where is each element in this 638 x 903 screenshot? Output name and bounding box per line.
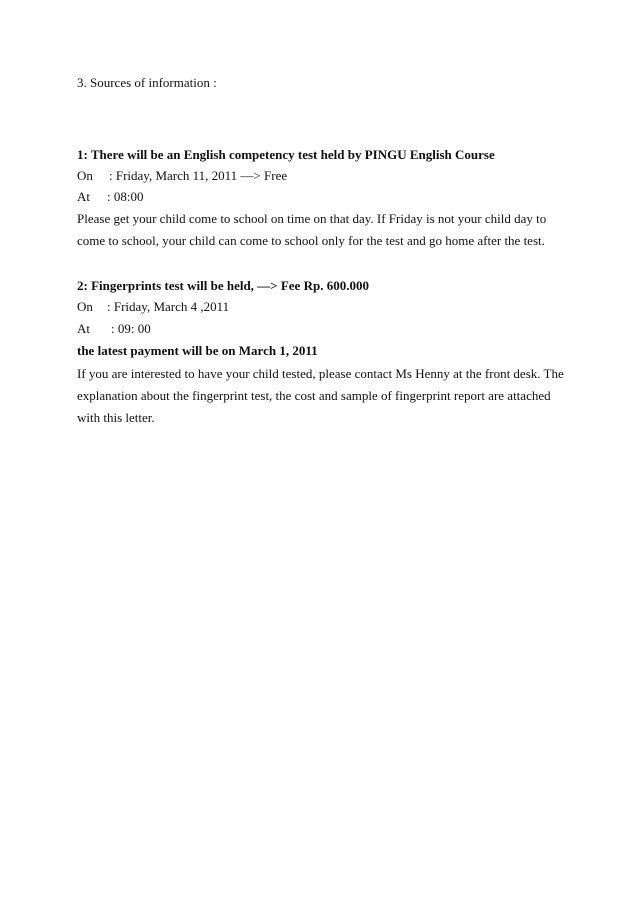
item1-at-label: At [77, 189, 90, 204]
item2-at-label: At [77, 321, 90, 336]
item1-body-line1: Please get your child come to school on time on that day. If Friday is not your child day to [77, 211, 547, 226]
item1-on-value: : Friday, March 11, 2011 —> Free [109, 168, 288, 183]
item1-time-row [77, 189, 143, 205]
item2-time-row [77, 321, 151, 337]
section-heading: 3. Sources of information : [77, 75, 217, 90]
item1-on-label: On [77, 168, 93, 183]
item2-date-row [77, 299, 229, 315]
item1-body-line2: come to school, your child can come to school only for the test and go home after the test. [77, 233, 545, 248]
item2-payment-note: the latest payment will be on March 1, 2011 [77, 343, 318, 358]
item1-title: 1: There will be an English competency test held by PINGU English Course [77, 147, 495, 162]
item2-at-value: : 09: 00 [111, 321, 151, 336]
item1-date-row [77, 168, 287, 184]
item2-on-value: : Friday, March 4 ,2011 [107, 299, 230, 314]
item2-body-line2: explanation about the fingerprint test, the cost and sample of fingerprint report are attached [77, 388, 551, 403]
item2-on-label: On [77, 299, 93, 314]
item2-body-line1: If you are interested to have your child tested, please contact Ms Henny at the front desk. The [77, 366, 564, 381]
item2-title: 2: Fingerprints test will be held, —> Fee Rp. 600.000 [77, 278, 369, 293]
item2-body-line3: with this letter. [77, 410, 155, 425]
item1-at-value: : 08:00 [107, 189, 144, 204]
